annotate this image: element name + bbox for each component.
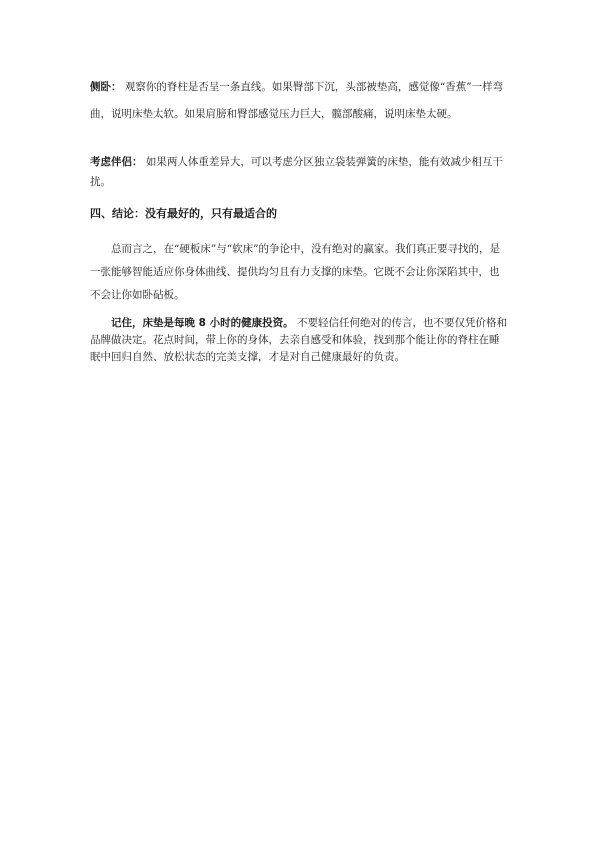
section-heading: 四、结论：没有最好的，只有最适合的 — [90, 207, 277, 220]
conclusion-paragraph: 总而言之，在“硬板床”与“软床”的争论中，没有绝对的赢家。我们真正要寻找的，是一张能够智能适应你身体曲线、提供均匀且有力支撑的床垫。它既不会让你深陷其中，也不会让你如卧砧板。 — [90, 243, 500, 301]
side-sleeping-label: 侧卧： — [90, 81, 122, 93]
partner-text: 如果两人体重差异大，可以考虑分区独立袋装弹簧的床垫，能有效减少相互干扰。 — [90, 156, 503, 188]
side-sleeping-paragraph — [90, 74, 508, 128]
side-sleeping-text: 观察你的脊柱是否呈一条直线。如果臀部下沉，头部被垫高，感觉像“香蕉”一样弯曲，说明床垫太软。如果肩膀和臀部感觉压力巨大，髋部酸痛，说明床垫太硬。 — [90, 81, 504, 120]
advice-bold-lead: 记住，床垫是每晚 8 小时的健康投资。 — [111, 317, 294, 329]
partner-label: 考虑伴侣： — [90, 156, 143, 168]
advice-paragraph — [90, 315, 508, 366]
advice-text: 不要轻信任何绝对的传言，也不要仅凭价格和品牌做决定。花点时间，带上你的身体，去亲自感受和体验，找到那个能让你的脊柱在睡眠中回归自然、放松状态的完美支撑，才是对自己健康最好的负责。 — [90, 317, 507, 363]
partner-paragraph — [90, 152, 508, 192]
